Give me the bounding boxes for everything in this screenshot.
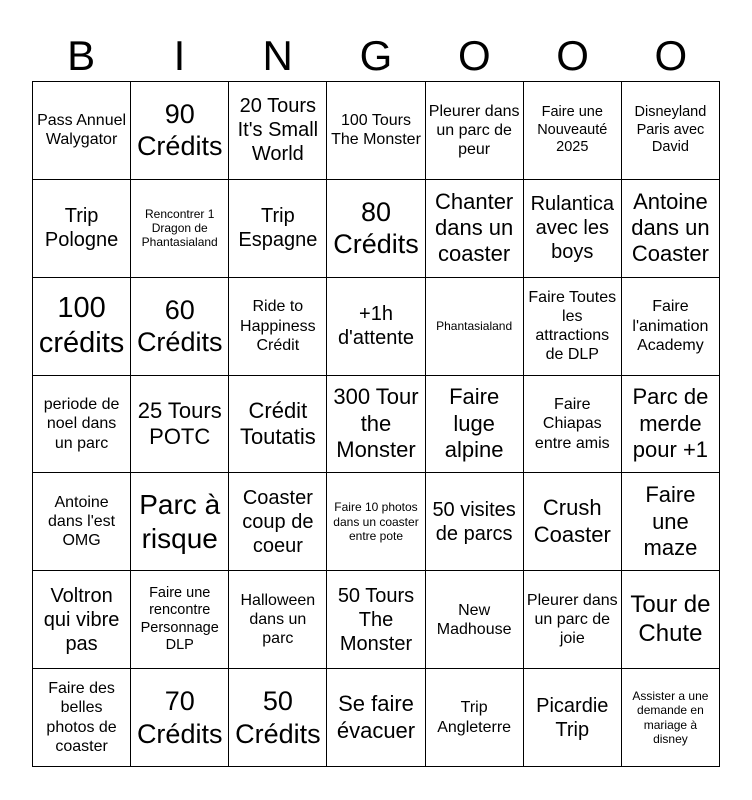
bingo-cell[interactable]: Faire Toutes les attractions de DLP bbox=[524, 278, 622, 376]
bingo-cell[interactable]: Faire luge alpine bbox=[426, 376, 524, 474]
bingo-cell[interactable]: 80 Crédits bbox=[327, 180, 425, 278]
bingo-cell[interactable]: Ride to Happiness Crédit bbox=[229, 278, 327, 376]
bingo-cell[interactable]: 60 Crédits bbox=[131, 278, 229, 376]
bingo-cell[interactable]: 25 Tours POTC bbox=[131, 376, 229, 474]
bingo-cell[interactable]: Se faire évacuer bbox=[327, 669, 425, 767]
bingo-cell[interactable]: Coaster coup de coeur bbox=[229, 473, 327, 571]
bingo-cell[interactable]: Faire l'animation Academy bbox=[622, 278, 720, 376]
bingo-cell[interactable]: Faire une Nouveauté 2025 bbox=[524, 82, 622, 180]
bingo-cell[interactable]: Assister a une demande en mariage à disney bbox=[622, 669, 720, 767]
bingo-cell[interactable]: 50 Tours The Monster bbox=[327, 571, 425, 669]
bingo-cell[interactable]: 50 visites de parcs bbox=[426, 473, 524, 571]
bingo-cell[interactable]: Tour de Chute bbox=[622, 571, 720, 669]
bingo-cell[interactable]: Rencontrer 1 Dragon de Phantasialand bbox=[131, 180, 229, 278]
bingo-cell[interactable]: 50 Crédits bbox=[229, 669, 327, 767]
bingo-cell[interactable]: Crédit Toutatis bbox=[229, 376, 327, 474]
bingo-cell[interactable]: Faire Chiapas entre amis bbox=[524, 376, 622, 474]
header-letter-g: G bbox=[359, 32, 393, 79]
bingo-cell[interactable]: Antoine dans un Coaster bbox=[622, 180, 720, 278]
bingo-cell[interactable]: Faire une rencontre Personnage DLP bbox=[131, 571, 229, 669]
bingo-cell[interactable]: Antoine dans l'est OMG bbox=[33, 473, 131, 571]
bingo-cell[interactable]: Trip Espagne bbox=[229, 180, 327, 278]
bingo-header bbox=[32, 30, 720, 82]
bingo-cell[interactable]: 300 Tour the Monster bbox=[327, 376, 425, 474]
bingo-cell[interactable]: Picardie Trip bbox=[524, 669, 622, 767]
bingo-cell[interactable]: Chanter dans un coaster bbox=[426, 180, 524, 278]
header-letter-o3: O bbox=[654, 32, 688, 79]
bingo-cell[interactable]: 100 Tours The Monster bbox=[327, 82, 425, 180]
bingo-cell[interactable]: Rulantica avec les boys bbox=[524, 180, 622, 278]
bingo-cell[interactable]: Crush Coaster bbox=[524, 473, 622, 571]
bingo-cell[interactable]: New Madhouse bbox=[426, 571, 524, 669]
bingo-cell[interactable]: periode de noel dans un parc bbox=[33, 376, 131, 474]
header-letter-n: N bbox=[262, 32, 293, 79]
bingo-cell[interactable]: Pleurer dans un parc de peur bbox=[426, 82, 524, 180]
bingo-cell[interactable]: Faire 10 photos dans un coaster entre pote bbox=[327, 473, 425, 571]
bingo-cell[interactable]: Voltron qui vibre pas bbox=[33, 571, 131, 669]
bingo-cell[interactable]: Parc de merde pour +1 bbox=[622, 376, 720, 474]
bingo-cell[interactable]: Pass Annuel Walygator bbox=[33, 82, 131, 180]
bingo-cell[interactable]: 90 Crédits bbox=[131, 82, 229, 180]
bingo-cell[interactable]: Faire une maze bbox=[622, 473, 720, 571]
bingo-cell[interactable]: Trip Angleterre bbox=[426, 669, 524, 767]
header-letter-o2: O bbox=[556, 32, 589, 79]
bingo-cell[interactable]: Disneyland Paris avec David bbox=[622, 82, 720, 180]
bingo-cell[interactable]: Phantasialand bbox=[426, 278, 524, 376]
bingo-cell[interactable]: 100 crédits bbox=[33, 278, 131, 376]
bingo-cell[interactable]: Halloween dans un parc bbox=[229, 571, 327, 669]
bingo-cell[interactable]: Faire des belles photos de coaster bbox=[33, 669, 131, 767]
header-letter-b: B bbox=[67, 32, 96, 79]
header-letter-o1: O bbox=[457, 32, 491, 79]
bingo-cell[interactable]: Parc à risque bbox=[131, 473, 229, 571]
bingo-cell[interactable]: 70 Crédits bbox=[131, 669, 229, 767]
header-letter-i: I bbox=[173, 32, 186, 79]
bingo-grid bbox=[32, 81, 720, 767]
bingo-cell[interactable]: Trip Pologne bbox=[33, 180, 131, 278]
bingo-cell[interactable]: +1h d'attente bbox=[327, 278, 425, 376]
bingo-cell[interactable]: 20 Tours It's Small World bbox=[229, 82, 327, 180]
bingo-cell[interactable]: Pleurer dans un parc de joie bbox=[524, 571, 622, 669]
